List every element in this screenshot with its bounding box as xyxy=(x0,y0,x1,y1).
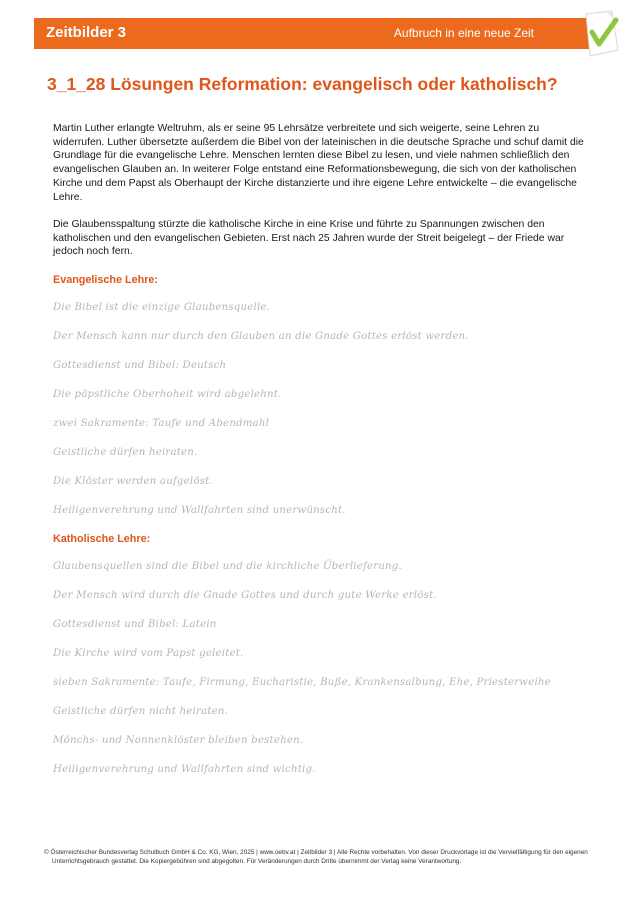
answer-line: Die Klöster werden aufgelöst. xyxy=(53,476,213,487)
answer-line: Gottesdienst und Bibel: Latein xyxy=(53,619,217,630)
section-heading-evangelisch: Evangelische Lehre: xyxy=(53,274,159,286)
answer-line: Geistliche dürfen nicht heiraten. xyxy=(53,706,229,717)
page-title: 3_1_28 Lösungen Reformation: evangelisch oder katholisch? xyxy=(47,74,558,94)
answer-line: Geistliche dürfen heiraten. xyxy=(53,447,198,458)
checkmark-document-icon xyxy=(572,8,626,62)
answer-line: sieben Sakramente: Taufe, Firmung, Eucharistie, Buße, Krankensalbung, Ehe, Priesterweihe xyxy=(53,677,551,688)
answer-line: Die Kirche wird vom Papst geleitet. xyxy=(53,648,244,659)
header-bar xyxy=(34,18,608,49)
answer-line: Heiligenverehrung und Wallfahrten sind unerwünscht. xyxy=(53,505,346,516)
header-book-title: Zeitbilder 3 xyxy=(46,24,127,41)
copyright-footer xyxy=(44,848,604,866)
answer-line: Glaubensquellen sind die Bibel und die kirchliche Überlieferung. xyxy=(53,561,402,572)
section-heading-katholisch: Katholische Lehre: xyxy=(53,533,151,545)
footer-line: © Österreichischer Bundesverlag Schulbuch GmbH & Co. KG, Wien, 2025 | www.oebv.at | Zeitbilder 3 | Alle Rechte vorbehalten. Von dieser Druckvorlage ist die Vervielfältigung für den eigenen xyxy=(44,849,588,856)
answer-line: Die päpstliche Oberhoheit wird abgelehnt. xyxy=(53,389,282,400)
answer-line: zwei Sakramente: Taufe und Abendmahl xyxy=(53,418,270,429)
header-chapter-title: Aufbruch in eine neue Zeit xyxy=(393,26,534,40)
footer-line: Unterrichtsgebrauch gestattet. Die Kopiergebühren sind abgegolten. Für Veränderungen durch Dritte übernimmt der Verlag keine Verantwortung. xyxy=(52,858,462,865)
intro-paragraph: Martin Luther erlangte Weltruhm, als er seine 95 Lehrsätze verbreitete und sich weigerte, seine Lehren zu widerrufen. Luther übersetzte außerdem die Bibel von der lateinischen in die deutsche Sprache und schuf damit die Grundlage für die evangelische Lehre. Menschen lernten diese Bibel zu lesen, und viele nahmen schließlich den evangelischen Glauben an. In weiterer Folge entstand eine Reformationsbewegung, die sich von der katholischen Kirche und dem Papst als Oberhaupt der Kirche distanzierte und ihre eigene Lehre entwickelte – die evangelische Lehre. xyxy=(53,123,584,203)
answer-line: Die Bibel ist die einzige Glaubensquelle. xyxy=(53,302,271,313)
answer-line: Mönchs- und Nonnenklöster bleiben bestehen. xyxy=(53,735,304,746)
intro-paragraph: Die Glaubensspaltung stürzte die katholische Kirche in eine Krise und führte zu Spannungen zwischen den katholischen und den evangelischen Gebieten. Erst nach 25 Jahren wurde der Streit beigelegt – der Friede war jedoch noch fern. xyxy=(53,219,565,258)
answer-line: Heiligenverehrung und Wallfahrten sind wichtig. xyxy=(53,764,316,775)
answer-line: Der Mensch kann nur durch den Glauben an die Gnade Gottes erlöst werden. xyxy=(53,331,469,342)
answer-line: Gottesdienst und Bibel: Deutsch xyxy=(53,360,227,371)
answer-line: Der Mensch wird durch die Gnade Gottes und durch gute Werke erlöst. xyxy=(53,590,437,601)
